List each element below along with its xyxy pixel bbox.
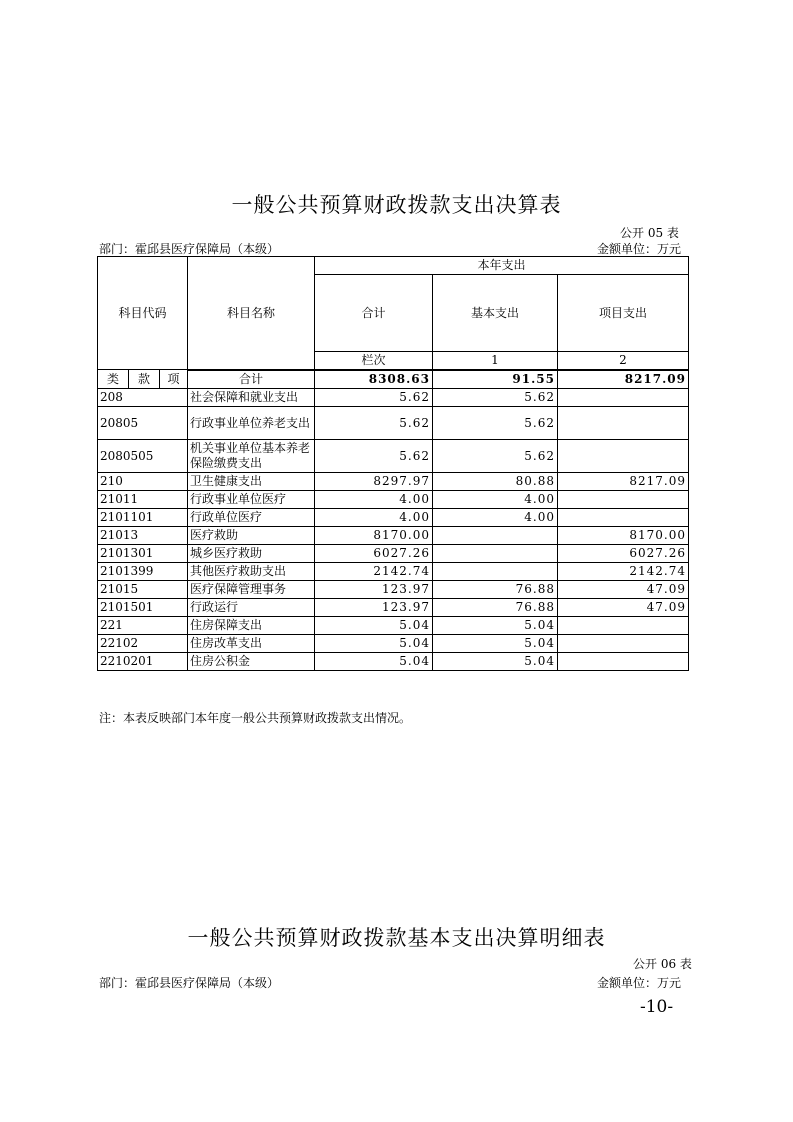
table-row <box>98 509 689 527</box>
row-basic: 5.04 <box>433 617 558 635</box>
table2-title: 一般公共预算财政拨款基本支出决算明细表 <box>187 926 606 950</box>
row-project: 2142.74 <box>558 563 689 581</box>
row-name: 城乡医疗救助 <box>188 545 315 563</box>
table1-title: 一般公共预算财政拨款支出决算表 <box>231 193 562 217</box>
row-project <box>558 509 689 527</box>
row-total: 123.97 <box>315 581 433 599</box>
total-basic: 91.55 <box>433 371 558 389</box>
row-project <box>558 389 689 407</box>
row-total: 5.62 <box>315 407 433 440</box>
table-row <box>98 491 689 509</box>
header-basic: 基本支出 <box>433 275 558 352</box>
row-name: 行政事业单位养老支出 <box>188 407 315 440</box>
row-project <box>558 653 689 671</box>
row-code: 208 <box>98 389 188 407</box>
expenditure-table <box>97 256 689 671</box>
row-basic: 5.62 <box>433 407 558 440</box>
row-code: 20805 <box>98 407 188 440</box>
header-xiang: 项 <box>160 370 188 389</box>
table-row <box>98 473 689 491</box>
row-name: 其他医疗救助支出 <box>188 563 315 581</box>
row-name: 行政单位医疗 <box>188 509 315 527</box>
row-basic: 80.88 <box>433 473 558 491</box>
row-name: 医疗保障管理事务 <box>188 581 315 599</box>
row-basic: 5.04 <box>433 653 558 671</box>
table1-form-number: 公开 05 表 <box>620 226 679 240</box>
row-code: 21015 <box>98 581 188 599</box>
row-basic: 4.00 <box>433 509 558 527</box>
page-number: -10- <box>640 997 674 1017</box>
table1-note: 注：本表反映部门本年度一般公共预算财政拨款支出情况。 <box>99 711 412 725</box>
row-code: 21013 <box>98 527 188 545</box>
row-total: 5.04 <box>315 617 433 635</box>
table-row <box>98 599 689 617</box>
total-project: 8217.09 <box>558 371 689 389</box>
row-code: 210 <box>98 473 188 491</box>
header-lanci: 栏次 <box>315 352 433 370</box>
row-project <box>558 617 689 635</box>
row-basic: 76.88 <box>433 581 558 599</box>
row-basic: 5.62 <box>433 440 558 473</box>
header-project: 项目支出 <box>558 275 689 352</box>
row-total: 5.62 <box>315 440 433 473</box>
row-total: 4.00 <box>315 509 433 527</box>
table-row <box>98 527 689 545</box>
row-code: 221 <box>98 617 188 635</box>
header-kuan: 款 <box>129 370 160 389</box>
row-basic: 4.00 <box>433 491 558 509</box>
table-row <box>98 563 689 581</box>
row-project: 8170.00 <box>558 527 689 545</box>
table-row <box>98 545 689 563</box>
row-name: 卫生健康支出 <box>188 473 315 491</box>
total-amount: 8308.63 <box>315 371 433 389</box>
table-row <box>98 635 689 653</box>
header-current-year: 本年支出 <box>315 257 689 275</box>
row-code: 2101501 <box>98 599 188 617</box>
table1-department: 部门：霍邱县医疗保障局（本级） <box>99 242 280 256</box>
row-project <box>558 407 689 440</box>
row-name: 行政事业单位医疗 <box>188 491 315 509</box>
row-total: 2142.74 <box>315 563 433 581</box>
row-total: 5.04 <box>315 653 433 671</box>
table-row <box>98 407 689 440</box>
row-project: 47.09 <box>558 581 689 599</box>
row-project: 6027.26 <box>558 545 689 563</box>
row-code: 21011 <box>98 491 188 509</box>
row-name: 住房保障支出 <box>188 617 315 635</box>
row-basic <box>433 563 558 581</box>
row-basic <box>433 545 558 563</box>
row-project: 47.09 <box>558 599 689 617</box>
row-basic: 76.88 <box>433 599 558 617</box>
header-code: 科目代码 <box>98 257 188 370</box>
row-code: 2210201 <box>98 653 188 671</box>
row-total: 8170.00 <box>315 527 433 545</box>
row-code: 2080505 <box>98 440 188 473</box>
row-total: 6027.26 <box>315 545 433 563</box>
row-project <box>558 440 689 473</box>
table-row <box>98 653 689 671</box>
row-name: 行政运行 <box>188 599 315 617</box>
row-code: 22102 <box>98 635 188 653</box>
row-code: 2101399 <box>98 563 188 581</box>
table-row <box>98 581 689 599</box>
row-project: 8217.09 <box>558 473 689 491</box>
row-name: 住房公积金 <box>188 653 315 671</box>
table-row <box>98 617 689 635</box>
table2-amount-unit: 金额单位：万元 <box>597 976 682 990</box>
row-name: 机关事业单位基本养老保险缴费支出 <box>188 440 315 473</box>
row-name: 医疗救助 <box>188 527 315 545</box>
row-name: 社会保障和就业支出 <box>188 389 315 407</box>
header-lei: 类 <box>98 370 129 389</box>
row-code: 2101101 <box>98 509 188 527</box>
table1-amount-unit: 金额单位：万元 <box>597 242 682 256</box>
row-total: 8297.97 <box>315 473 433 491</box>
header-name: 科目名称 <box>188 257 315 370</box>
row-total: 4.00 <box>315 491 433 509</box>
header-col1: 1 <box>433 352 558 370</box>
row-basic: 5.04 <box>433 635 558 653</box>
table2-department: 部门：霍邱县医疗保障局（本级） <box>99 976 280 990</box>
row-basic <box>433 527 558 545</box>
row-name: 住房改革支出 <box>188 635 315 653</box>
row-project <box>558 491 689 509</box>
row-project <box>558 635 689 653</box>
table-row <box>98 389 689 407</box>
row-total: 5.04 <box>315 635 433 653</box>
table-row <box>98 440 689 473</box>
row-total: 123.97 <box>315 599 433 617</box>
row-total: 5.62 <box>315 389 433 407</box>
header-total: 合计 <box>315 275 433 352</box>
row-code: 2101301 <box>98 545 188 563</box>
header-col2: 2 <box>558 352 689 370</box>
total-label: 合计 <box>188 371 315 389</box>
table2-form-number: 公开 06 表 <box>633 957 692 971</box>
row-basic: 5.62 <box>433 389 558 407</box>
